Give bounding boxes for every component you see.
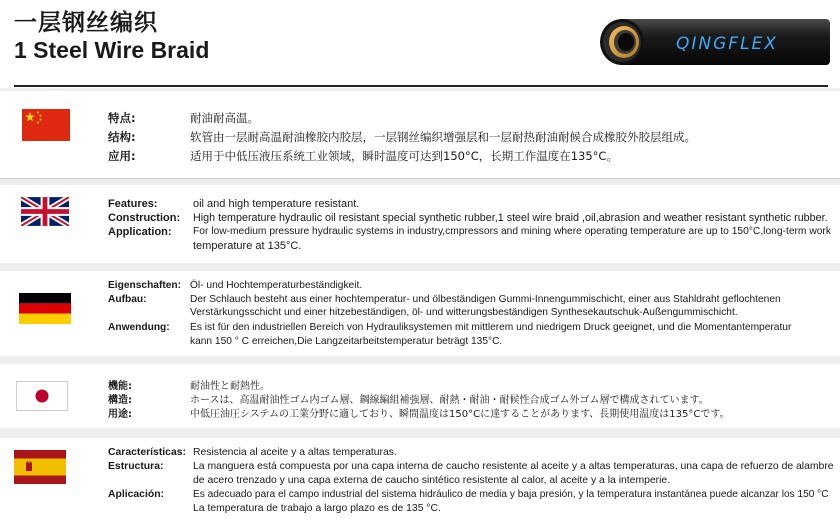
band-strip-5	[0, 428, 840, 438]
features-label: Características:	[108, 447, 186, 458]
features-label: 特点:	[108, 111, 136, 125]
features-label: Eigenschaften:	[108, 280, 182, 291]
band-strip-4	[0, 356, 840, 364]
application-value: 适用于中低压液压系统工业领域，瞬时温度可达到150°C，长期工作温度在135°C。	[190, 149, 618, 163]
application-label: 应用:	[108, 149, 136, 163]
application-value-line-1: Es ist für den industriellen Bereich von Hydrauliksystemen mit mittlerem und niedrigem Druck geeignet, und die Momentantemperatur	[190, 322, 792, 333]
construction-value-line-2: de acero trenzado y una capa externa de caucho sintético resistente al calor, al aceite y a la intemperie.	[193, 475, 671, 486]
construction-value-line-1: La manguera está compuesta por una capa interna de caucho resistente al aceite y a altas temperaturas, una capa de refuerzo de alambre	[193, 461, 834, 472]
construction-label: 结构:	[108, 130, 136, 144]
application-value-line-2: kann 150 ° C erreichen,Die Langzeitarbeitstemperatur beträgt 135°C.	[190, 336, 503, 347]
germany-flag-icon	[19, 293, 71, 324]
features-value: oil and high temperature resistant.	[193, 198, 360, 210]
band-strip-2	[0, 179, 840, 185]
application-value-line-2: La temperatura de trabajo a largo plazo es de 135 °C.	[193, 503, 441, 514]
application-label: Aplicación:	[108, 489, 165, 500]
page-title-english: 1 Steel Wire Braid	[14, 37, 210, 63]
construction-label: 構造:	[108, 395, 132, 406]
application-label: 用途:	[108, 409, 132, 420]
application-value-line-1: Es adecuado para el campo industrial del sistema hidráulico de media y baja presión, y la temperatura instantánea puede alcanzar los 150 °C	[193, 489, 829, 500]
page-title-chinese: 一层钢丝编织	[14, 10, 158, 36]
construction-value: High temperature hydraulic oil resistant special synthetic rubber,1 steel wire braid ,oil,abrasion and weather resistant synthetic rubber.	[193, 212, 828, 224]
features-label: 機能:	[108, 381, 132, 392]
qingflex-logo: QINGFLEX	[676, 34, 778, 54]
application-label: Anwendung:	[108, 322, 170, 333]
application-value-line-2: temperature at 135°C.	[193, 240, 302, 252]
features-label: Features:	[108, 198, 158, 210]
features-value: 耐油耐高温。	[190, 111, 259, 125]
features-value: Öl- und Hochtemperaturbeständigkeit.	[190, 280, 363, 291]
application-value: 中低圧油圧システムの工業分野に適しており、瞬間温度は150°Cに達することがあります、長期使用温度は135°Cです。	[190, 409, 730, 420]
application-value-line-1: For low-medium pressure hydraulic systems in industry,cmpressors and mining where operating temperature are up to 150°C,long-term work	[193, 226, 831, 237]
construction-value: ホースは、高温耐油性ゴム内ゴム層、鋼線編組補強層、耐熱・耐油・耐候性合成ゴム外ゴム層で構成されています。	[190, 395, 709, 406]
uk-flag-icon	[21, 197, 69, 226]
construction-label: Construction:	[108, 212, 181, 224]
features-value: 耐油性と耐熱性。	[190, 381, 270, 392]
band-strip-3	[0, 263, 840, 271]
features-value: Resistencia al aceite y a altas temperaturas.	[193, 447, 397, 458]
hose-product-image	[598, 16, 830, 68]
construction-value: 软管由一层耐高温耐油橡胶内胶层，一层钢丝编织增强层和一层耐热耐油耐候合成橡胶外胶层组成。	[190, 130, 696, 144]
construction-value-line-1: Der Schlauch besteht aus einer hochtemperatur- und ölbeständigen Gummi-Innengummischicht, einer aus Stahldraht geflochtenen	[190, 294, 781, 305]
construction-label: Estructura:	[108, 461, 164, 472]
japan-flag-icon	[16, 381, 68, 411]
spain-flag-icon	[14, 450, 66, 484]
header-rule	[14, 85, 828, 87]
band-strip-1	[0, 88, 840, 91]
application-label: Application:	[108, 226, 172, 238]
china-flag-icon	[22, 109, 70, 141]
construction-value-line-2: Verstärkungsschicht und einer hitzebeständigen, öl- und witterungsbeständigen Synthesekautschuk-Außengummischicht.	[190, 307, 738, 318]
construction-label: Aufbau:	[108, 294, 147, 305]
